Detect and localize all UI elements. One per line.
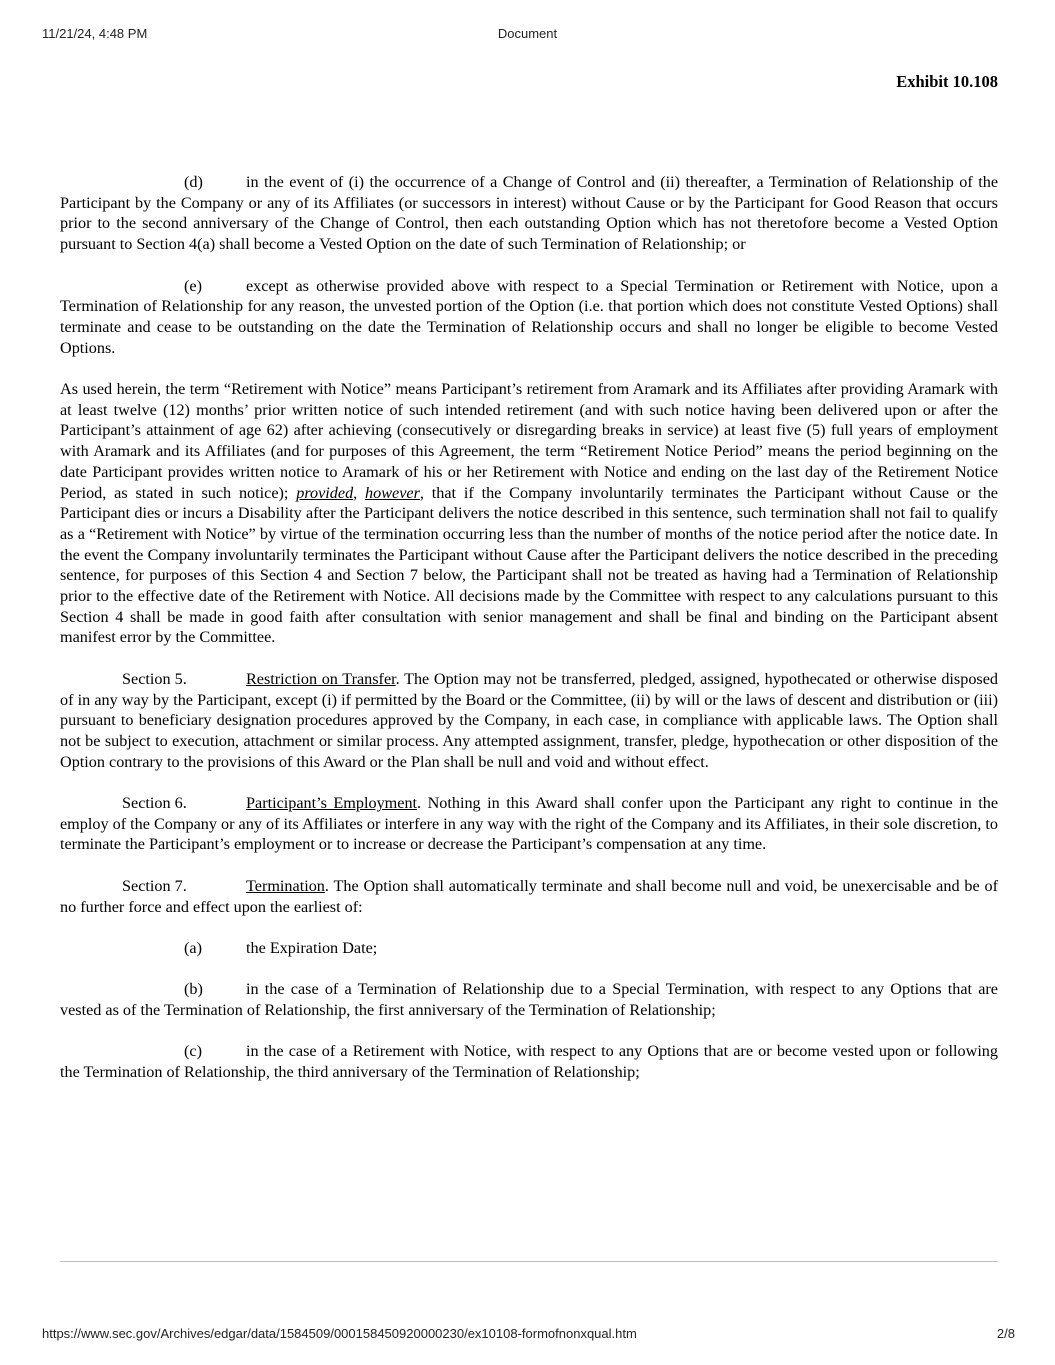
- section-6-text: . Nothing in this Award shall confer upon the Participant any right to continue in the employ of the Company or any of its Affiliates or interfere in any way with the right of the Company and its Affiliates, in their sole discretion, to terminate the Participant’s employment or to increase or decrease the Participant’s compensation at any time.: [60, 794, 998, 854]
- section-7-clause-b: [60, 979, 998, 1020]
- clause-d: [60, 172, 998, 255]
- section-7-label: Section 7.: [122, 876, 187, 895]
- section-7-clause-b-label: (b): [184, 980, 203, 999]
- retirement-sep: ,: [353, 483, 366, 502]
- clause-d-text: in the event of (i) the occurrence of a Change of Control and (ii) thereafter, a Termination of Relationship of the Participant by the Company or any of its Affiliates (or successors in interest) without Cause or by the Participant for Good Reason that occurs prior to the second anniversary of the Change of Control, then each outstanding Option which has not theretofore become a Vested Option pursuant to Section 4(a) shall become a Vested Option on the date of such Termination of Relationship; or: [60, 173, 998, 254]
- clause-e: [60, 276, 998, 359]
- section-6: [60, 793, 998, 855]
- retirement-definition: [60, 379, 998, 648]
- section-7-text: . The Option shall automatically terminate and shall become null and void, be unexercisable and be of no further force and effect upon the earliest of:: [60, 876, 998, 916]
- print-title: Document: [497, 26, 558, 41]
- section-7-clause-c-label: (c): [184, 1042, 202, 1061]
- section-6-title: Participant’s Employment: [246, 794, 418, 813]
- print-url: https://www.sec.gov/Archives/edgar/data/1584509/000158450920000230/ex10108-formofnonxqual.htm: [42, 1326, 637, 1341]
- clause-d-label: (d): [184, 173, 203, 191]
- section-7-clause-a-text: the Expiration Date;: [246, 938, 378, 957]
- retirement-text-2: , that if the Company involuntarily terminates the Participant without Cause or the Participant dies or incurs a Disability after the Participant delivers the notice described in this sentence, such termination shall not fail to qualify as a “Retirement with Notice” by virtue of the termination occurring less than the number of months of the notice period after the notice date. In the event the Company involuntarily terminates the Participant without Cause after the Participant delivers the notice described in the preceding sentence, for purposes of this Section 4 and Section 7 below, the Participant shall not be treated as having had a Termination of Relationship prior to the effective date of the Retirement with Notice. All decisions made by the Committee with respect to any calculations pursuant to this Section 4 shall be made in good faith after consultation with senior management and shall be final and binding on the Participant absent manifest error by the Committee.: [60, 483, 998, 647]
- page-number: 2/8: [996, 1326, 1015, 1341]
- section-5-title: Restriction on Transfer: [246, 669, 396, 688]
- section-6-label: Section 6.: [122, 794, 187, 813]
- document-body: [60, 172, 998, 1104]
- retirement-text-1: As used herein, the term “Retirement with Notice” means Participant’s retirement from Aramark and its Affiliates after providing Aramark with at least twelve (12) months’ prior written notice of such intended retirement (and with such notice having been delivered upon or after the Participant’s attainment of age 62) after achieving (consecutively or disregarding breaks in service) at least five (5) full years of employment with Aramark and its Affiliates (and for purposes of this Agreement, the term “Retirement Notice Period” means the period beginning on the date Participant provides written notice to Aramark of his or her Retirement with Notice and ending on the last day of the Retirement Notice Period, as stated in such notice);: [60, 380, 998, 502]
- section-7-clause-a-label: (a): [184, 938, 202, 957]
- section-7-clause-b-text: in the case of a Termination of Relationship due to a Special Termination, with respect to any Options that are vested as of the Termination of Relationship, the first anniversary of the Termination of Relationship;: [60, 980, 998, 1020]
- section-7-title: Termination: [246, 876, 325, 895]
- section-5: [60, 669, 998, 773]
- print-datetime: 11/21/24, 4:48 PM: [42, 26, 148, 41]
- section-5-label: Section 5.: [122, 669, 187, 688]
- section-5-text: . The Option may not be transferred, pledged, assigned, hypothecated or otherwise disposed of in any way by the Participant, except (i) if permitted by the Board or the Committee, (ii) by will or the laws of descent and distribution or (iii) pursuant to beneficiary designation procedures approved by the Company, in each case, in compliance with applicable laws. The Option shall not be subject to execution, attachment or similar process. Any attempted assignment, transfer, pledge, hypothecation or other disposition of the Option contrary to the provisions of this Award or the Plan shall be null and void and without effect.: [60, 669, 998, 771]
- clause-e-label: (e): [184, 276, 202, 295]
- section-7-clause-c: [60, 1041, 998, 1082]
- exhibit-number: Exhibit 10.108: [896, 72, 998, 91]
- clause-e-text: except as otherwise provided above with respect to a Special Termination or Retirement with Notice, upon a Termination of Relationship for any reason, the unvested portion of the Option (i.e. that portion which does not constitute Vested Options) shall terminate and cease to be outstanding on the date the Termination of Relationship occurs and shall no longer be eligible to become Vested Options.: [60, 276, 998, 357]
- section-7-clause-a: [60, 938, 998, 959]
- however-term: however: [365, 483, 420, 502]
- provided-term: provided: [296, 483, 354, 502]
- page-divider: [60, 1261, 998, 1262]
- section-7-clause-c-text: in the case of a Retirement with Notice, with respect to any Options that are or become vested upon or following the Termination of Relationship, the third anniversary of the Termination of Relationship;: [60, 1042, 998, 1082]
- section-7: [60, 876, 998, 917]
